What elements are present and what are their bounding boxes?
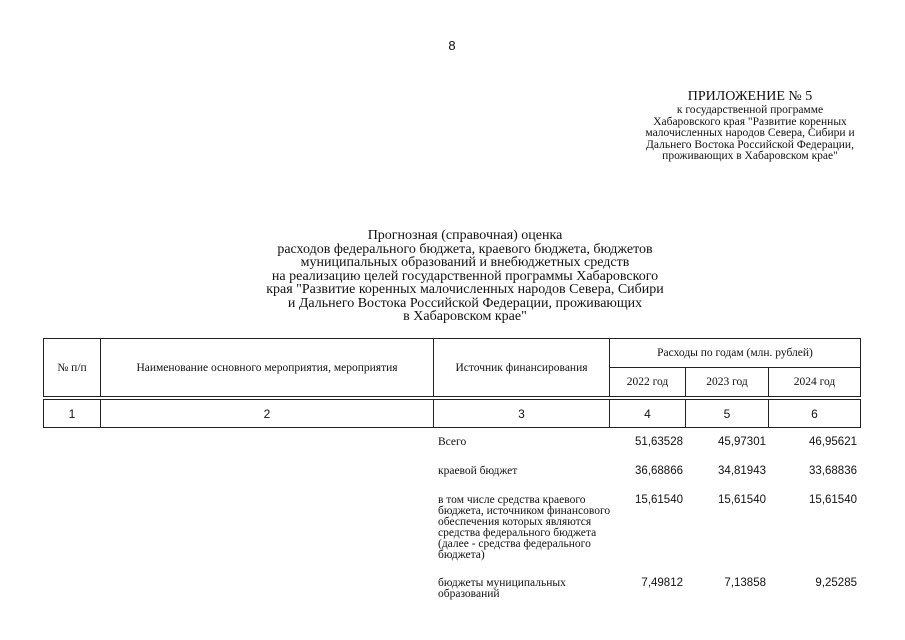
- index-cell: 2: [101, 400, 434, 428]
- row-value-2022: 36,68866: [635, 465, 683, 477]
- row-value-2024: 9,25285: [815, 577, 857, 589]
- row-value-2022: 51,63528: [635, 436, 683, 448]
- document-heading: [230, 229, 700, 324]
- appendix-line: к государственной программе: [676, 104, 824, 116]
- appendix-line: Дальнего Востока Российской Федерации,: [646, 138, 854, 151]
- heading-line: Прогнозная (справочная) оценка: [367, 228, 563, 243]
- row-value-2023: 45,97301: [718, 436, 766, 448]
- page-number: 8: [448, 38, 456, 53]
- col-name-header: Наименование основного мероприятия, мероприятия: [101, 339, 434, 397]
- row-label: бюджеты муниципальных образований: [438, 577, 566, 600]
- heading-line: муниципальных образований и внебюджетных средств: [300, 255, 630, 270]
- appendix-title: ПРИЛОЖЕНИЕ № 5: [687, 89, 813, 104]
- row-value-2023: 15,61540: [718, 494, 766, 506]
- index-cell: 1: [44, 400, 101, 428]
- heading-line: на реализацию целей государственной программы Хабаровского: [271, 268, 659, 284]
- heading-line: расходов федерального бюджета, краевого бюджета, бюджетов: [277, 241, 653, 257]
- row-label: в том числе средства краевого бюджета, источником финансового обеспечения которых являются средства федерального бюджета (далее - средства федерального бюджета): [438, 494, 611, 561]
- heading-line: края "Развитие коренных малочисленных народов Севера, Сибири: [266, 282, 664, 297]
- col-num-header: № п/п: [44, 339, 101, 397]
- row-value-2023: 34,81943: [718, 465, 766, 477]
- row-value-2024: 33,68836: [809, 465, 857, 477]
- year-header: 2024 год: [769, 368, 861, 397]
- row-value-2022: 15,61540: [635, 494, 683, 506]
- heading-line: в Хабаровском крае": [403, 309, 527, 324]
- year-header: 2022 год: [610, 368, 686, 397]
- row-value-2024: 15,61540: [809, 494, 857, 506]
- row-label: краевой бюджет: [438, 465, 518, 477]
- index-cell: 6: [769, 400, 861, 428]
- financing-table-header: [43, 338, 861, 428]
- col-source-header: Источник финансирования: [434, 339, 610, 397]
- appendix-line: Хабаровского края "Развитие коренных: [653, 115, 847, 128]
- index-cell: 3: [434, 400, 610, 428]
- appendix-header: [600, 89, 900, 163]
- row-label: Всего: [438, 436, 467, 448]
- row-value-2024: 46,95621: [809, 436, 857, 448]
- index-cell: 4: [610, 400, 686, 428]
- appendix-line: проживающих в Хабаровском крае": [662, 150, 838, 162]
- year-header: 2023 год: [686, 368, 769, 397]
- appendix-line: малочисленных народов Севера, Сибири и: [645, 127, 855, 139]
- col-expenses-header: Расходы по годам (млн. рублей): [610, 339, 861, 368]
- row-value-2023: 7,13858: [724, 577, 766, 589]
- index-cell: 5: [686, 400, 769, 428]
- heading-line: и Дальнего Востока Российской Федерации, проживающих: [287, 295, 643, 311]
- row-value-2022: 7,49812: [641, 577, 683, 589]
